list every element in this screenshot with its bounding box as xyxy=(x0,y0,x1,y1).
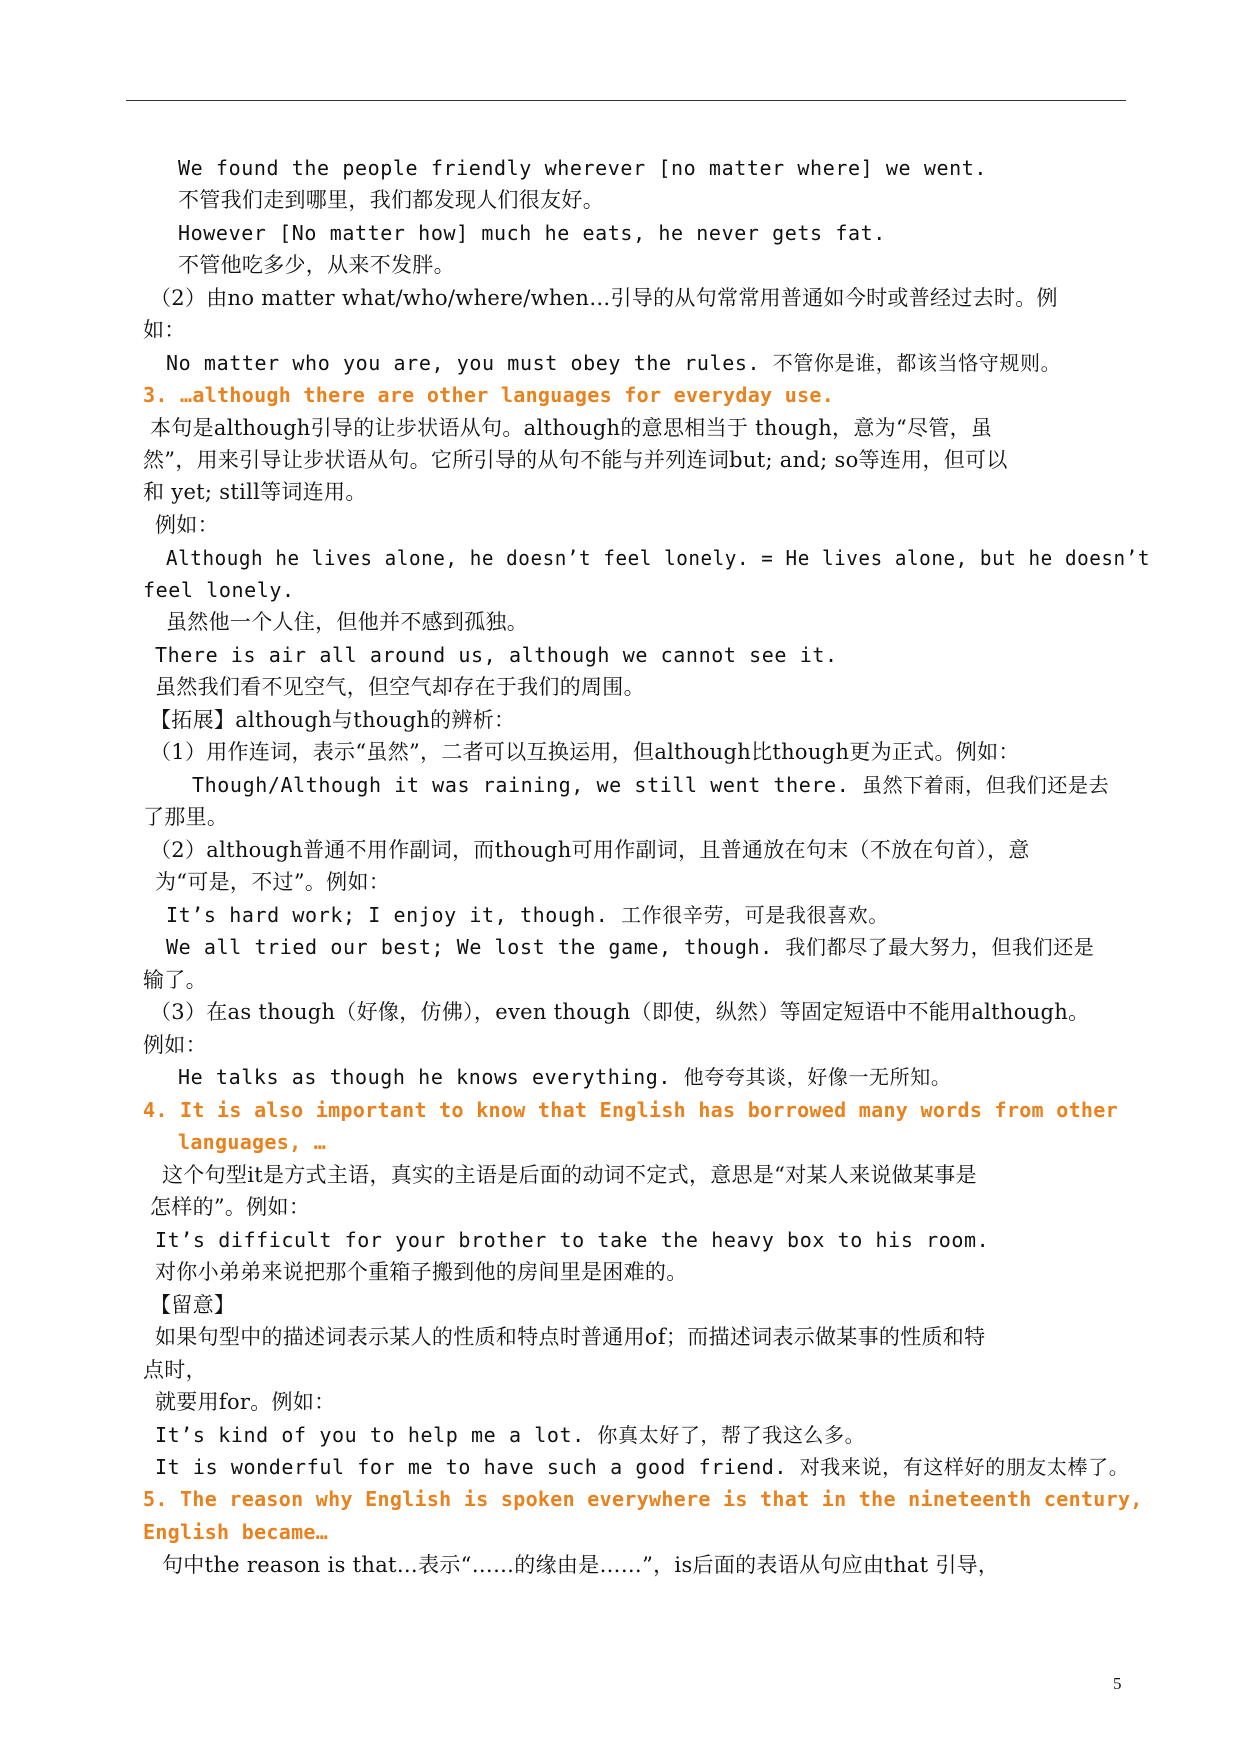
text-line: （3）在as though（好像，仿佛），even though（即使，纵然）等固定短语中不能用although。 xyxy=(150,1000,1090,1024)
text-line: There is air all around us, although we cannot see it. xyxy=(155,643,838,667)
text-line: 如： xyxy=(143,318,186,342)
text-line: 对你小弟弟来说把那个重箱子搬到他的房间里是困难的。 xyxy=(155,1260,688,1284)
text-line: 不管我们走到哪里，我们都发现人们很友好。 xyxy=(178,188,604,212)
page-number: 5 xyxy=(1113,1674,1122,1693)
text-line: 和 yet; still等词连用。 xyxy=(143,480,367,504)
text-line: It’s difficult for your brother to take the heavy box to his room. xyxy=(155,1228,990,1252)
text-line: 例如： xyxy=(155,513,219,537)
text-line: We all tried our best; We lost the game, though. 我们都尽了最大努力，但我们还是 xyxy=(166,935,1095,959)
section-heading-3: 3. …although there are other languages for everyday use. xyxy=(143,383,835,407)
text-line: （1）用作连词，表示“虽然”，二者可以互换运用，但although比though更为正式。例如： xyxy=(150,740,1020,764)
text-line: It is wonderful for me to have such a good friend. 对我来说，有这样好的朋友太棒了。 xyxy=(155,1455,1130,1479)
text-line: 输了。 xyxy=(143,968,207,992)
section-heading-4: 4. It is also important to know that English has borrowed many words from other xyxy=(143,1098,1118,1122)
text-line: 虽然我们看不见空气，但空气却存在于我们的周围。 xyxy=(155,675,645,699)
section-heading-5: 5. The reason why English is spoken everywhere is that in the nineteenth century, xyxy=(143,1487,1143,1511)
text-line: feel lonely. xyxy=(143,578,295,602)
text-line: Although he lives alone, he doesn’t feel lonely. = He lives alone, but he doesn’t xyxy=(166,546,1150,570)
text-line: 句中the reason is that…表示“……的缘由是……”，is后面的表语从句应由that 引导， xyxy=(162,1553,1000,1577)
text-line: 例如： xyxy=(143,1033,207,1057)
section-heading-4-cont: languages, … xyxy=(178,1130,327,1154)
text-line: （2）although普通不用作副词，而though可用作副词，且普通放在句末（不放在句首），意 xyxy=(150,838,1030,862)
text-line: 怎样的”。例如： xyxy=(150,1195,311,1219)
text-line: 点时， xyxy=(143,1358,207,1382)
text-line: 虽然他一个人住，但他并不感到孤独。 xyxy=(166,610,529,634)
text-line: 了那里。 xyxy=(143,805,229,829)
text-line: 【留意】 xyxy=(150,1293,236,1317)
text-line: 为“可是，不过”。例如： xyxy=(155,870,391,894)
text-line: It’s kind of you to help me a lot. 你真太好了，帮了我这么多。 xyxy=(155,1423,866,1447)
text-line: It’s hard work; I enjoy it, though. 工作很辛劳，可是我很喜欢。 xyxy=(166,903,889,927)
header-rule xyxy=(126,100,1126,101)
text-line: 这个句型it是方式主语，真实的主语是后面的动词不定式，意思是“对某人来说做某事是 xyxy=(162,1163,977,1187)
section-heading-5-cont: English became… xyxy=(143,1520,329,1544)
text-line: 【拓展】although与though的辨析： xyxy=(150,708,516,732)
text-line: 然”，用来引导让步状语从句。它所引导的从句不能与并列连词but; and; so等连用，但可以 xyxy=(143,448,1008,472)
text-line: However [No matter how] much he eats, he never gets fat. xyxy=(178,221,886,245)
text-line: 不管他吃多少，从来不发胖。 xyxy=(178,253,455,277)
text-line: We found the people friendly wherever [no matter where] we went. xyxy=(178,156,988,180)
text-line: 如果句型中的描述词表示某人的性质和特点时普通用of；而描述词表示做某事的性质和特 xyxy=(155,1325,986,1349)
text-line: 本句是although引导的让步状语从句。although的意思相当于 though，意为“尽管，虽 xyxy=(150,416,993,440)
text-line: （2）由no matter what/who/where/when…引导的从句常常用普通如今时或普经过去时。例 xyxy=(150,286,1058,310)
text-line: 就要用for。例如： xyxy=(155,1390,336,1414)
text-line: He talks as though he knows everything. 他夸夸其谈，好像一无所知。 xyxy=(178,1065,952,1089)
text-line: Though/Although it was raining, we still went there. 虽然下着雨，但我们还是去 xyxy=(192,773,1110,797)
text-line: No matter who you are, you must obey the rules. 不管你是谁，都该当恪守规则。 xyxy=(166,351,1062,375)
